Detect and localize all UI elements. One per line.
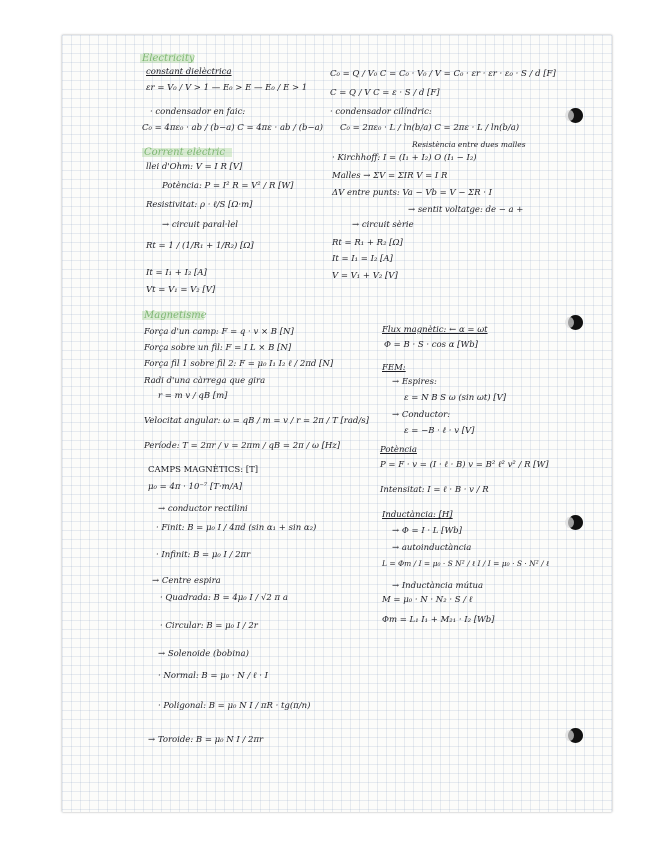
note-line: · Kirchhoff: I = (I₁ + I₂) O (I₁ − I₂) — [332, 153, 477, 163]
note-line: Resistència entre dues malles — [412, 140, 526, 149]
note-line: constant dielèctrica — [146, 67, 232, 77]
note-line: ε = −B · ℓ · v [V] — [404, 426, 475, 436]
note-line: Potència — [380, 445, 417, 455]
note-line: ε = N B S ω (sin ωt) [V] — [404, 393, 507, 403]
section-heading-electricity: Electricity — [142, 53, 195, 64]
note-line: → sentit voltatge: de − a + — [408, 205, 524, 215]
note-line: llei d'Ohm: V = I R [V] — [146, 162, 243, 172]
notebook-page — [62, 35, 612, 812]
note-line: μ₀ = 4π · 10⁻⁷ [T·m/A] — [148, 482, 243, 492]
note-line: V = V₁ + V₂ [V] — [332, 271, 398, 281]
note-line: Rt = 1 / (1/R₁ + 1/R₂) [Ω] — [146, 241, 254, 251]
note-line: r = m v / qB [m] — [158, 391, 228, 401]
note-line: Flux magnètic: ← α = ωt — [382, 325, 488, 335]
note-line: → conductor rectilini — [158, 504, 248, 514]
note-line: · condensador en faic: — [150, 107, 246, 117]
note-line: C₀ = 4πε₀ · ab / (b−a) C = 4πε · ab / (b−a) — [142, 123, 323, 133]
section-heading-magnetism: Magnetisme — [144, 310, 207, 321]
note-line: → Espires: — [392, 377, 437, 387]
note-line: FEM: — [382, 363, 406, 373]
note-line: ΔV entre punts: Va − Vb = V − ΣR · I — [332, 188, 493, 198]
note-line: Intensitat: I = ℓ · B · v / R — [380, 485, 489, 495]
note-line: · Infinit: B = μ₀ I / 2πr — [156, 550, 251, 560]
note-line: Rt = R₁ + R₂ [Ω] — [332, 238, 403, 248]
note-line: It = I₁ + I₂ [A] — [146, 268, 207, 278]
note-line: → Φ = I · L [Wb] — [392, 526, 462, 536]
note-line: · Circular: B = μ₀ I / 2r — [160, 621, 258, 631]
note-line: · condensador cilíndric: — [330, 107, 432, 117]
note-line: → circuit paral·lel — [162, 220, 238, 230]
note-line: → Inductància mútua — [392, 581, 484, 591]
binder-hole — [568, 728, 583, 743]
note-line: Període: T = 2πr / v = 2πm / qB = 2π / ω [Hz] — [144, 441, 341, 451]
note-line: → Conductor: — [392, 410, 451, 420]
note-line: P = F · v = (I · ℓ · B) v = B² ℓ² v² / R [W] — [380, 460, 549, 470]
note-line: Velocitat angular: ω = qB / m = v / r = 2π / T [rad/s] — [144, 416, 369, 426]
note-line: Força sobre un fil: F = I L × B [N] — [144, 343, 292, 353]
note-line: Φm = L₁ I₁ + M₂₁ · I₂ [Wb] — [382, 615, 495, 625]
note-line: Potència: P = I² R = V² / R [W] — [162, 181, 294, 191]
note-line: → circuit sèrie — [352, 220, 414, 230]
note-line: Malles → ΣV = ΣIR V = I R — [332, 171, 448, 181]
note-line: εr = V₀ / V > 1 — E₀ > E — E₀ / E > 1 — [146, 83, 308, 93]
note-line: Vt = V₁ = V₂ [V] — [146, 285, 216, 295]
note-line: It = I₁ = I₂ [A] — [332, 254, 393, 264]
note-line: · Normal: B = μ₀ · N / ℓ · I — [158, 671, 268, 681]
note-line: → Centre espira — [152, 576, 221, 586]
note-line: → autoinductància — [392, 543, 472, 553]
note-line: C₀ = 2πε₀ · L / ln(b/a) C = 2πε · L / ln(b/a) — [340, 123, 520, 133]
note-line: Inductància: [H] — [382, 510, 453, 520]
note-line: · Quadrada: B = 4μ₀ I / √2 π a — [160, 593, 288, 603]
note-line: Resistivitat: ρ · ℓ/S [Ω·m] — [146, 200, 253, 210]
note-line: L = Φm / I = μ₀ · S N² / ℓ I / I = μ₀ · S · N² / ℓ — [382, 559, 550, 568]
note-line: Radi d'una càrrega que gira — [144, 376, 266, 386]
note-line: C = Q / V C = ε · S / d [F] — [330, 88, 440, 98]
note-line: Força d'un camp: F = q · v × B [N] — [144, 327, 294, 337]
note-line: Força fil 1 sobre fil 2: F = μ₀ I₁ I₂ ℓ / 2πd [N] — [144, 359, 334, 369]
binder-hole — [568, 515, 583, 530]
note-line: → Solenoide (bobina) — [158, 649, 249, 659]
section-heading-corrent: Corrent elèctric — [144, 147, 226, 158]
note-line: · Poligonal: B = μ₀ N I / πR · tg(π/n) — [158, 701, 311, 711]
note-line: M = μ₀ · N · N₂ · S / ℓ — [382, 595, 473, 605]
binder-hole — [568, 108, 583, 123]
note-line: Φ = B · S · cos α [Wb] — [384, 340, 478, 350]
note-line: → Toroide: B = μ₀ N I / 2πr — [148, 735, 264, 745]
note-line: CAMPS MAGNÈTICS: [T] — [148, 465, 259, 475]
note-line: C₀ = Q / V₀ C = C₀ · V₀ / V = C₀ · εr · εr · ε₀ · S / d [F] — [330, 69, 556, 79]
binder-hole — [568, 315, 583, 330]
note-line: · Finit: B = μ₀ I / 4πd (sin α₁ + sin α₂) — [156, 523, 317, 533]
